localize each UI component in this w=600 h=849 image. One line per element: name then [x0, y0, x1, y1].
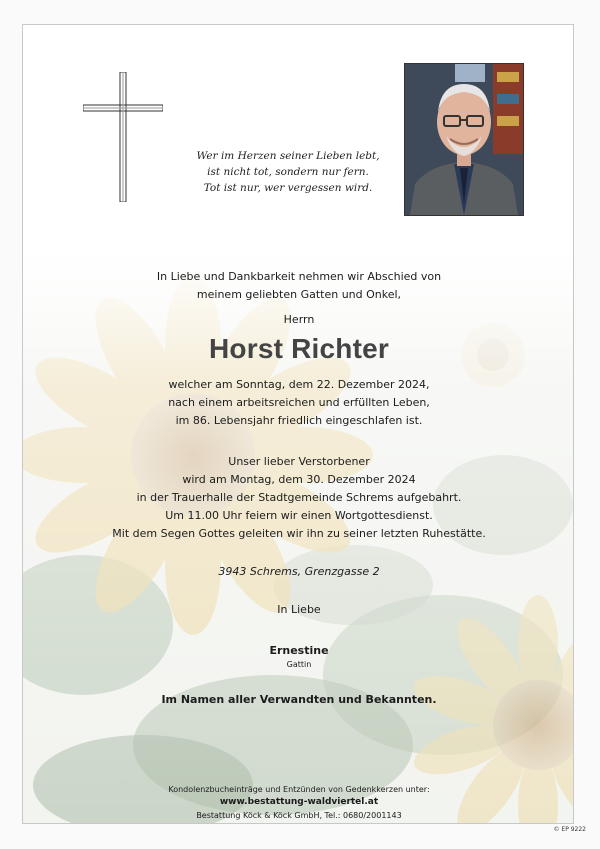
footer-company: Bestattung Köck & Köck GmbH, Tel.: 0680/2001143 — [196, 811, 402, 820]
address: 3943 Schrems, Grenzgasse 2 — [218, 565, 380, 578]
obituary-card — [22, 24, 574, 824]
address-block — [23, 563, 574, 581]
mourner-name: Ernestine — [269, 644, 329, 657]
mourner-block — [23, 642, 574, 670]
quote-line: Wer im Herzen seiner Lieben lebt, — [196, 150, 380, 162]
funeral-info — [23, 453, 574, 543]
death-info-line: welcher am Sonntag, dem 22. Dezember 2024, — [168, 378, 430, 391]
deceased-name-block — [23, 332, 574, 366]
death-info-line: nach einem arbeitsreichen und erfüllten Leben, — [168, 396, 430, 409]
funeral-info-line: Mit dem Segen Gottes geleiten wir ihn zu seiner letzten Ruhestätte. — [112, 527, 486, 540]
funeral-info-line: in der Trauerhalle der Stadtgemeinde Schrems aufgebahrt. — [136, 491, 462, 504]
death-info-line: im 86. Lebensjahr friedlich eingeschlafen ist. — [175, 414, 423, 427]
funeral-info-line: wird am Montag, dem 30. Dezember 2024 — [182, 473, 416, 486]
form-code: © EP 9222 — [553, 826, 586, 833]
quote-line: Tot ist nur, wer vergessen wird. — [203, 182, 373, 194]
quote-line: ist nicht tot, sondern nur fern. — [207, 166, 369, 178]
closing-block — [23, 691, 574, 709]
in-love-text: In Liebe — [277, 603, 321, 616]
intro-text — [23, 268, 574, 304]
salutation-text: Herrn — [283, 313, 315, 326]
cross-icon — [83, 72, 163, 202]
death-info — [23, 376, 574, 430]
memorial-quote — [173, 148, 403, 196]
portrait-photo — [404, 63, 524, 216]
funeral-info-line: Um 11.00 Uhr feiern wir einen Wortgottesdienst. — [165, 509, 433, 522]
footer-url[interactable]: www.bestattung-waldviertel.at — [219, 797, 379, 807]
salutation — [23, 311, 574, 329]
deceased-name: Horst Richter — [209, 333, 389, 364]
footer-note: Kondolenzbucheinträge und Entzünden von Gedenkkerzen unter: — [168, 785, 430, 794]
footer — [23, 783, 574, 822]
closing-text: Im Namen aller Verwandten und Bekannten. — [161, 693, 437, 706]
funeral-info-line: Unser lieber Verstorbener — [228, 455, 370, 468]
in-love-block — [23, 601, 574, 619]
intro-line: In Liebe und Dankbarkeit nehmen wir Abschied von — [156, 270, 442, 283]
mourner-relation: Gattin — [286, 660, 312, 669]
intro-line: meinem geliebten Gatten und Onkel, — [196, 288, 402, 301]
